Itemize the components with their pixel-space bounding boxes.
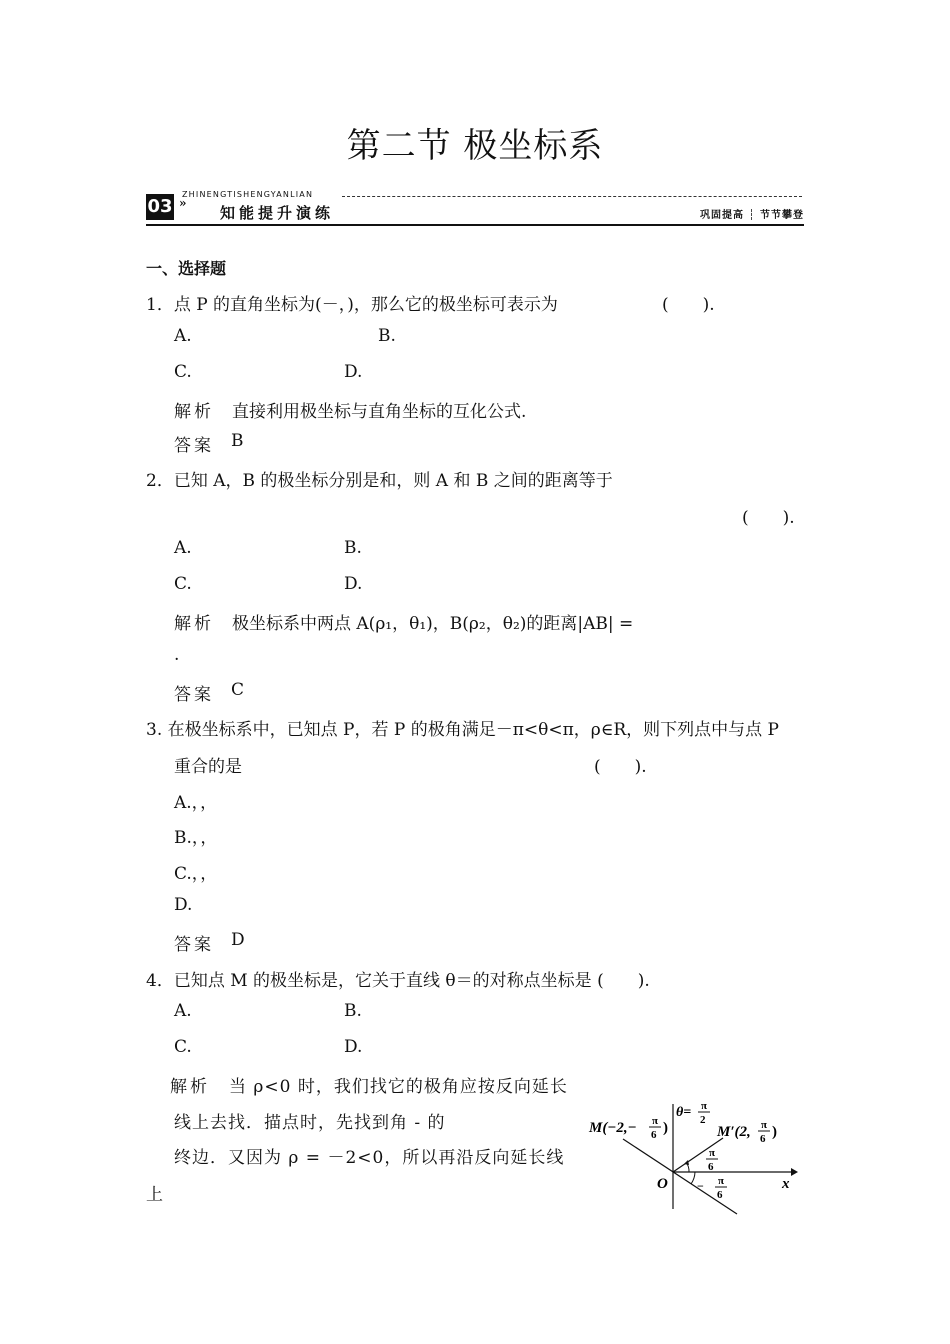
banner-badge: 03 [146,194,174,220]
banner-heading: 知能提升演练 [220,204,335,222]
q4-option-b: B. [344,1001,362,1021]
q1-answer: B [231,431,244,451]
q1-option-d: D. [344,362,363,382]
q1-option-c: C. [174,362,192,382]
label-neg-den: 6 [717,1189,723,1201]
polar-diagram [585,1094,805,1219]
q2-stem: 2．已知 A，B 的极坐标分别是和，则 A 和 B 之间的距离等于 [146,471,613,491]
label-mprime-close: ) [772,1124,777,1140]
q2-option-a: A. [174,538,192,558]
banner-arrow-icon: » [179,196,187,210]
q2-option-d: D. [344,574,363,594]
q3-option-d: D. [174,895,193,915]
axis-arrow-icon [791,1168,798,1176]
q3-answer: D [231,930,245,950]
q4-option-d: D. [344,1037,363,1057]
q3-option-c: C.，， [174,864,218,884]
q2-answer-label: 答案 [174,685,214,705]
label-m-den: 6 [651,1129,657,1141]
page-title: 第二节 极坐标系 [346,126,604,166]
ray-mprime-line [673,1138,723,1172]
q1-stem: 1．点 P 的直角坐标为(－，)，那么它的极坐标可表示为 [146,295,558,315]
label-neg-num: π [718,1175,725,1187]
label-x: x [782,1176,790,1192]
q1-jiexi-label: 解析 [174,402,214,422]
q2-jiexi-label: 解析 [174,614,214,634]
q2-jiexi: 极坐标系中两点 A(ρ₁，θ₁)，B(ρ₂，θ₂)的距离|AB| = [232,614,634,634]
q2-answer: C [231,680,245,700]
q1-option-a: A. [174,326,192,346]
q2-jiexi-dot: . [174,645,180,665]
q3-stem-cont: 重合的是 [174,757,242,777]
q3-stem: 3. 在极坐标系中，已知点 P，若 P 的极角满足－π<θ<π，ρ∈R，则下列点中与点 P [146,720,779,740]
q2-paren: ( ). [742,508,795,528]
label-mprime-den: 6 [760,1133,766,1145]
label-m-close: ) [663,1120,668,1136]
section-banner [146,190,804,226]
q4-jiexi-line4: 上 [146,1185,163,1205]
q4-jiexi-line1: 当 ρ<0 时，我们找它的极角应按反向延长 [229,1077,568,1097]
q1-option-b: B. [378,326,396,346]
banner-slogan: 巩固提高 ┆ 节节攀登 [700,210,804,221]
label-m: M(−2,− [589,1120,637,1136]
label-mprime: M′(2, [717,1124,751,1140]
q1-paren: ( ). [662,295,715,315]
label-theta-num: π [701,1100,708,1112]
banner-pinyin: ZHINENGTISHENGYANLIAN [182,190,314,199]
label-origin: O [657,1176,668,1192]
label-theta-den: 2 [700,1114,706,1126]
label-neg: − [697,1179,704,1193]
label-theta: θ= [676,1105,692,1120]
q4-jiexi-label: 解析 [170,1077,210,1097]
q2-option-b: B. [344,538,362,558]
label-m-num: π [652,1115,659,1127]
section-heading: 一、选择题 [146,259,227,278]
label-angle-den: 6 [708,1161,714,1173]
q2-option-c: C. [174,574,192,594]
q4-jiexi-line3: 终边．又因为 ρ = －2<0，所以再沿反向延长线 [174,1148,565,1168]
q4-option-a: A. [174,1001,192,1021]
banner-rule [146,224,804,226]
q4-option-c: C. [174,1037,192,1057]
q3-option-b: B.，， [174,828,218,848]
q4-jiexi-line2: 线上去找．描点时，先找到角 - 的 [174,1113,446,1133]
q4-stem: 4．已知点 M 的极坐标是，它关于直线 θ＝的对称点坐标是 ( ). [146,971,650,991]
neg-angle-arc [691,1172,695,1184]
q1-answer-label: 答案 [174,436,214,456]
q3-answer-label: 答案 [174,935,214,955]
q1-jiexi: 直接利用极坐标与直角坐标的互化公式. [232,402,527,422]
banner-dash-divider [342,196,802,197]
label-mprime-num: π [761,1119,768,1131]
label-angle-num: π [709,1147,716,1159]
q3-paren: ( ). [594,757,647,777]
q3-option-a: A.，， [174,793,218,813]
